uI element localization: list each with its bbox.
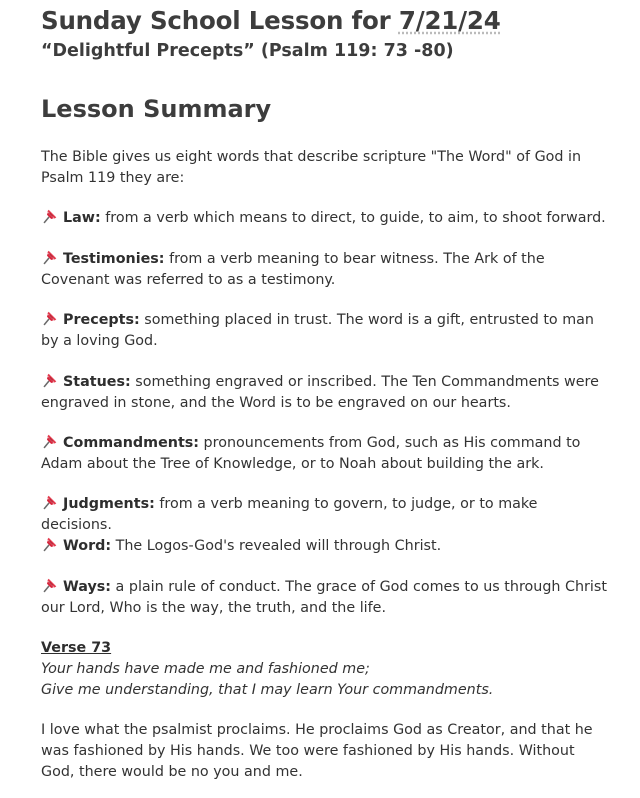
term-definition: something placed in trust. The word is a gift, entrusted to man by a loving God. bbox=[41, 312, 594, 349]
term-label: Law: bbox=[63, 210, 101, 226]
term-label: Judgments: bbox=[63, 496, 155, 512]
term-commandments bbox=[41, 433, 611, 475]
title-prefix: Sunday School Lesson for bbox=[41, 6, 399, 35]
term-definition: a plain rule of conduct. The grace of God comes to us through Christ our Lord, Who is the way, the truth, and the life. bbox=[41, 579, 607, 616]
pushpin-icon bbox=[41, 310, 58, 327]
lesson-summary-heading: Lesson Summary bbox=[41, 95, 272, 123]
term-definition: something engraved or inscribed. The Ten Commandments were engraved in stone, and the Word is to be engraved on our hearts. bbox=[41, 374, 599, 411]
term-label: Statues: bbox=[63, 374, 131, 390]
term-definition: pronouncements from God, such as His command to Adam about the Tree of Knowledge, or to Noah about building the ark. bbox=[41, 435, 581, 472]
term-label: Commandments: bbox=[63, 435, 200, 451]
term-judgments bbox=[41, 494, 611, 536]
pushpin-icon bbox=[41, 208, 58, 225]
lesson-subtitle: “Delightful Precepts” (Psalm 119: 73 -80) bbox=[41, 41, 454, 61]
summary-intro: The Bible gives us eight words that describe scripture "The Word" of God in Psalm 119 they are: bbox=[41, 149, 582, 186]
commentary-paragraph: I love what the psalmist proclaims. He proclaims God as Creator, and that he was fashioned by His hands. We too were fashioned by His hands. Without God, there would be no you and me. bbox=[41, 722, 593, 780]
verse-label: Verse 73 bbox=[41, 640, 112, 656]
pushpin-icon bbox=[41, 536, 58, 553]
term-label: Word: bbox=[63, 538, 112, 554]
pushpin-icon bbox=[41, 433, 58, 450]
lesson-date: 7/21/24 bbox=[398, 6, 501, 35]
term-label: Ways: bbox=[63, 579, 112, 595]
term-ways bbox=[41, 577, 611, 619]
term-law bbox=[41, 208, 611, 229]
pushpin-icon bbox=[41, 249, 58, 266]
pushpin-icon bbox=[41, 577, 58, 594]
pushpin-icon bbox=[41, 494, 58, 511]
verse-block bbox=[41, 638, 611, 701]
verse-line-1: Your hands have made me and fashioned me; bbox=[41, 661, 370, 677]
term-definition: from a verb meaning to bear witness. The Ark of the Covenant was referred to as a testimony. bbox=[41, 251, 545, 288]
term-testimonies bbox=[41, 249, 611, 291]
term-word bbox=[41, 536, 611, 557]
verse-line-2: Give me understanding, that I may learn Your commandments. bbox=[41, 682, 494, 698]
term-definition: from a verb meaning to govern, to judge, or to make decisions. bbox=[41, 496, 538, 533]
term-label: Precepts: bbox=[63, 312, 140, 328]
page-title bbox=[41, 4, 501, 38]
term-statues bbox=[41, 372, 611, 414]
term-definition: The Logos-God's revealed will through Christ. bbox=[111, 538, 442, 554]
term-label: Testimonies: bbox=[63, 251, 165, 267]
pushpin-icon bbox=[41, 372, 58, 389]
term-precepts bbox=[41, 310, 611, 352]
term-definition: from a verb which means to direct, to guide, to aim, to shoot forward. bbox=[100, 210, 606, 226]
